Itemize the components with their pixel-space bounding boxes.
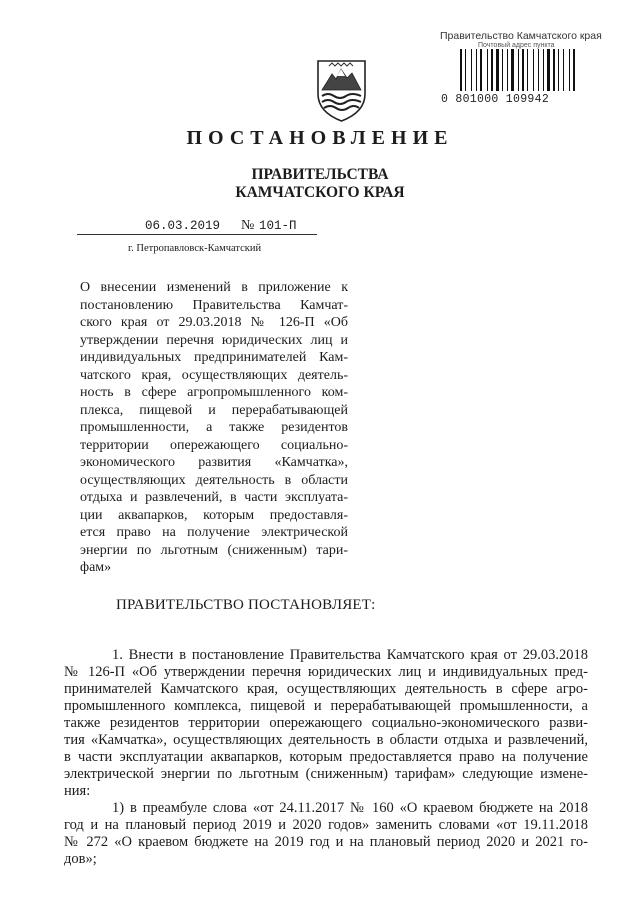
barcode-bar	[553, 49, 555, 91]
barcode-bar	[507, 49, 508, 91]
barcode-bar	[487, 49, 488, 91]
document-number: 101-П	[259, 219, 297, 233]
barcode-bar	[496, 49, 499, 91]
barcode-bar	[538, 49, 539, 91]
number-label: №	[241, 218, 255, 233]
barcode-bar	[465, 49, 466, 91]
subject-line: индивидуальных предпринимателей Кам-	[80, 350, 348, 365]
coat-of-arms-emblem	[314, 58, 369, 123]
document-title: ПОСТАНОВЛЕНИЕ	[186, 127, 454, 149]
subject-line: экономического развития «Камчатка»,	[80, 455, 348, 470]
issuer-line-2: КАМЧАТСКОГО КРАЯ	[235, 184, 405, 201]
subject-line: ского края от 29.03.2018 № 126-П «Об	[80, 315, 348, 330]
decree-heading: ПРАВИТЕЛЬСТВО ПОСТАНОВЛЯЕТ:	[116, 597, 376, 613]
barcode-digits: 0 801000 109942	[441, 93, 550, 106]
subject-line: чатского края, осуществляющих деятель-	[80, 367, 348, 383]
body-text	[64, 647, 588, 868]
barcode-bar	[527, 49, 528, 91]
barcode-bar	[471, 49, 472, 91]
body-line: № 126-П «Об утверждении перечня юридических лиц и индивидуальных пред-	[64, 664, 588, 680]
barcode-bar	[569, 49, 570, 91]
barcode-bar	[491, 49, 493, 91]
issuer-line-1: ПРАВИТЕЛЬСТВА	[251, 166, 389, 183]
document-date: 06.03.2019	[145, 219, 221, 233]
body-line: промышленного комплекса, пищевой и перерабатывающей промышленности, а	[64, 698, 588, 714]
barcode-bar	[533, 49, 534, 91]
subject-line: территории опережающего социально-	[80, 437, 348, 453]
body-line: в части эксплуатации аквапарков, которым предоставляется право на получение	[64, 749, 588, 765]
subject-line: осуществляющих деятельность в области	[80, 472, 348, 488]
barcode-bar	[460, 49, 462, 91]
body-line: принимателей Камчатского края, осуществляющих деятельность в сфере агро-	[64, 681, 588, 697]
body-line: электрической энергии по льготным (сниженным) тарифам» следующие измене-	[64, 766, 588, 782]
body-line: тия «Камчатка», осуществляющих деятельность в области отдыха и развлечений,	[64, 732, 588, 748]
body-line: № 272 «О краевом бюджете на 2019 год и на плановый период 2020 и 2021 го-	[64, 834, 588, 850]
subject-line: фам»	[80, 560, 112, 575]
body-line: также резидентов территории опережающего социально-экономического разви-	[64, 715, 588, 731]
barcode-bar	[476, 49, 477, 91]
barcode-bar	[573, 49, 575, 91]
barcode-bar	[563, 49, 564, 91]
date-number-underline	[77, 234, 317, 235]
postal-label: Почтовый адрес пункта	[478, 42, 555, 49]
barcode-bar	[502, 49, 503, 91]
barcode	[459, 49, 591, 91]
barcode-bar	[518, 49, 519, 91]
subject-line: плекса, пищевой и перерабатывающей	[80, 402, 348, 418]
barcode-bar	[480, 49, 482, 91]
city: г. Петропавловск-Камчатский	[128, 243, 262, 254]
subject-line: энергии по льготным (сниженным) тари-	[80, 542, 348, 558]
subject-line: утверждении перечня юридических лиц и	[80, 332, 348, 348]
barcode-bar	[511, 49, 514, 91]
subject-line: ции аквапарков, которым предоставля-	[80, 507, 348, 523]
barcode-bar	[543, 49, 544, 91]
body-line: ния:	[64, 783, 91, 799]
body-line: 1) в преамбуле слова «от 24.11.2017 № 160 «О краевом бюджете на 2018	[112, 800, 588, 816]
subject-line: ется право на получение электрической	[80, 525, 348, 540]
body-line: 1. Внести в постановление Правительства Камчатского края от 29.03.2018	[112, 647, 588, 663]
subject-line: промышленности, а также резидентов	[80, 420, 348, 435]
barcode-bar	[522, 49, 524, 91]
subject-line: ность в сфере агропромышленного ком-	[80, 385, 348, 400]
subject-line: отдыха и развлечений, в части эксплуата-	[80, 490, 348, 505]
sender-stamp: Правительство Камчатского края	[440, 30, 602, 42]
subject-line: О внесении изменений в приложение к	[80, 280, 348, 295]
barcode-bar	[558, 49, 559, 91]
body-line: дов»;	[64, 851, 97, 867]
subject-block	[80, 279, 348, 577]
barcode-bar	[547, 49, 550, 91]
subject-line: постановлению Правительства Камчат-	[80, 297, 348, 313]
body-line: год и на плановый период 2019 и 2020 годов» заменить словами «от 19.11.2018	[64, 817, 588, 833]
